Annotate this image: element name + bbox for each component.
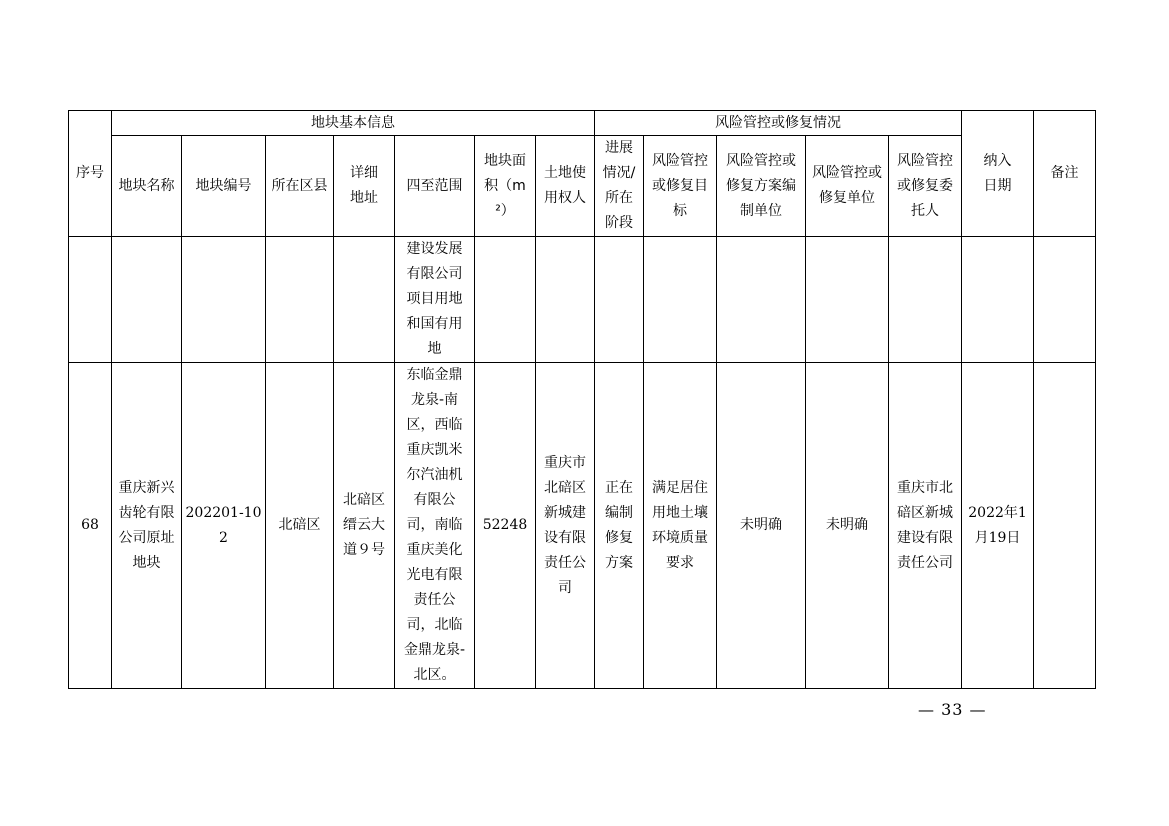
page-number: — 33 — [918, 700, 987, 719]
cell-district [266, 237, 334, 363]
cell-repair-unit: 未明确 [806, 363, 889, 689]
cell-name [112, 237, 182, 363]
group-header-row [69, 111, 1096, 136]
header-boundary: 四至范围 [395, 136, 475, 237]
cell-client [889, 237, 962, 363]
header-code: 地块编号 [182, 136, 266, 237]
cell-goal [644, 237, 717, 363]
group-header-basic-info: 地块基本信息 [112, 111, 595, 136]
cell-progress [595, 237, 644, 363]
header-repair-unit: 风险管控或修复单位 [806, 136, 889, 237]
cell-address [334, 237, 395, 363]
cell-code: 202201-102 [182, 363, 266, 689]
header-address: 详细地址 [334, 136, 395, 237]
table-row [69, 237, 1096, 363]
cell-plan-unit [717, 237, 806, 363]
cell-owner [536, 237, 595, 363]
cell-area: 52248 [475, 363, 536, 689]
site-info-table [68, 110, 1096, 689]
cell-progress: 正在编制修复方案 [595, 363, 644, 689]
cell-code [182, 237, 266, 363]
cell-boundary: 建设发展有限公司项目用地和国有用地 [395, 237, 475, 363]
header-owner: 土地使用权人 [536, 136, 595, 237]
header-date: 纳入日期 [962, 111, 1034, 237]
header-remark: 备注 [1034, 111, 1096, 237]
header-goal: 风险管控或修复目标 [644, 136, 717, 237]
cell-repair-unit [806, 237, 889, 363]
cell-seq: 68 [69, 363, 112, 689]
group-header-risk-control: 风险管控或修复情况 [595, 111, 962, 136]
header-district: 所在区县 [266, 136, 334, 237]
cell-boundary: 东临金鼎龙泉-南区，西临重庆凯米尔汽油机有限公司，南临重庆美化光电有限责任公司，北临金鼎龙泉-北区。 [395, 363, 475, 689]
cell-area [475, 237, 536, 363]
header-name: 地块名称 [112, 136, 182, 237]
table-row [69, 363, 1096, 689]
header-plan-unit: 风险管控或修复方案编制单位 [717, 136, 806, 237]
cell-owner: 重庆市北碚区新城建设有限责任公司 [536, 363, 595, 689]
header-seq: 序号 [69, 111, 112, 237]
cell-name: 重庆新兴齿轮有限公司原址地块 [112, 363, 182, 689]
cell-goal: 满足居住用地土壤环境质量要求 [644, 363, 717, 689]
cell-plan-unit: 未明确 [717, 363, 806, 689]
cell-date: 2022年1月19日 [962, 363, 1034, 689]
header-client: 风险管控或修复委托人 [889, 136, 962, 237]
cell-client: 重庆市北碚区新城建设有限责任公司 [889, 363, 962, 689]
cell-district: 北碚区 [266, 363, 334, 689]
header-area: 地块面积（m²） [475, 136, 536, 237]
cell-date [962, 237, 1034, 363]
header-progress: 进展情况/所在阶段 [595, 136, 644, 237]
column-header-row [69, 136, 1096, 237]
cell-remark [1034, 363, 1096, 689]
cell-address: 北碚区缙云大道９号 [334, 363, 395, 689]
cell-remark [1034, 237, 1096, 363]
cell-seq [69, 237, 112, 363]
